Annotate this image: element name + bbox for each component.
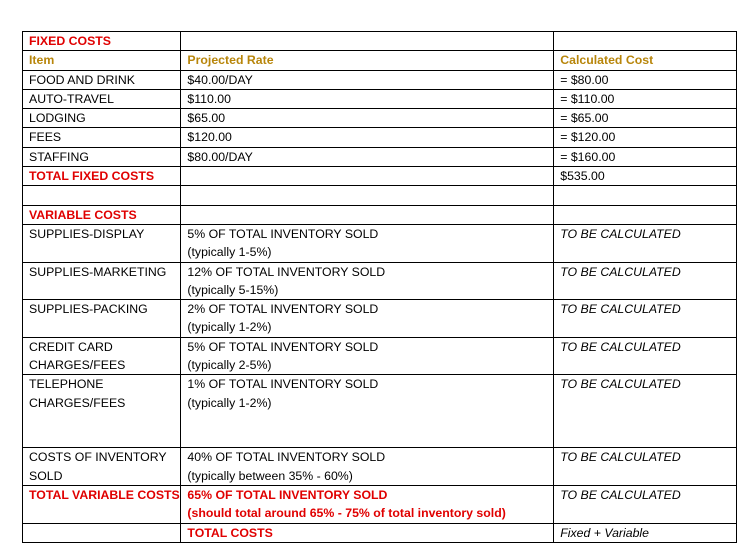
total-variable-rate: [181, 485, 554, 523]
rate-cell: $65.00: [181, 109, 554, 128]
item-line: CHARGES/FEES: [29, 395, 126, 410]
rate-cell: $120.00: [181, 128, 554, 147]
item-line: CREDIT CARD: [29, 339, 113, 354]
table-row: [23, 89, 737, 108]
fixed-costs-title-row: [23, 32, 737, 51]
rate-text: 1% OF TOTAL INVENTORY SOLD: [187, 377, 379, 392]
item-cell: AUTO-TRAVEL: [23, 89, 181, 108]
empty-cell: [181, 186, 554, 205]
rate-cell: $80.00/DAY: [181, 147, 554, 166]
rate-cell: [181, 300, 554, 338]
total-variable-cost: TO BE CALCULATED: [554, 485, 737, 523]
cost-cell: TO BE CALCULATED: [554, 262, 737, 300]
cost-cell: = $120.00: [554, 128, 737, 147]
header-projected-rate: Projected Rate: [181, 51, 554, 70]
table-row: [23, 147, 737, 166]
rate-text: 40% OF TOTAL INVENTORY SOLD: [187, 450, 386, 465]
rate-cell: [181, 448, 554, 486]
empty-cell: [181, 205, 554, 224]
empty-cell: [181, 32, 554, 51]
header-row: [23, 51, 737, 70]
rate-text: 5% OF TOTAL INVENTORY SOLD: [187, 226, 379, 241]
table-row: [23, 337, 737, 375]
rate-text: 2% OF TOTAL INVENTORY SOLD: [187, 302, 379, 317]
item-cell: FEES: [23, 128, 181, 147]
item-cell: LODGING: [23, 109, 181, 128]
rate-note: (typically 5-15%): [187, 282, 279, 297]
spacer-row: [23, 186, 737, 205]
item-cell: FOOD AND DRINK: [23, 70, 181, 89]
rate-cell: [181, 375, 554, 448]
cost-cell: = $110.00: [554, 89, 737, 108]
rate-note: (typically between 35% - 60%): [187, 468, 353, 483]
rate-cell: $110.00: [181, 89, 554, 108]
total-fixed-row: [23, 167, 737, 186]
total-fixed-value: $535.00: [554, 167, 737, 186]
total-fixed-label: TOTAL FIXED COSTS: [23, 167, 181, 186]
grand-total-row: [23, 523, 737, 542]
empty-cell: [554, 32, 737, 51]
cost-cell: = $80.00: [554, 70, 737, 89]
rate-cell: [181, 337, 554, 375]
empty-cell: [23, 186, 181, 205]
cost-cell: TO BE CALCULATED: [554, 375, 737, 448]
item-cell: [23, 448, 181, 486]
total-variable-note: (should total around 65% - 75% of total inventory sold): [187, 506, 506, 521]
rate-text: 12% OF TOTAL INVENTORY SOLD: [187, 264, 386, 279]
cost-table: [22, 31, 737, 543]
rate-cell: [181, 262, 554, 300]
item-line: CHARGES/FEES: [29, 358, 126, 373]
item-cell: SUPPLIES-MARKETING: [23, 262, 181, 300]
rate-cell: $40.00/DAY: [181, 70, 554, 89]
grand-total-value: Fixed + Variable: [554, 523, 737, 542]
item-cell: [23, 375, 181, 448]
table-row: [23, 224, 737, 262]
total-variable-rate-text: 65% OF TOTAL INVENTORY SOLD: [187, 487, 388, 502]
table-row: [23, 109, 737, 128]
rate-text: 5% OF TOTAL INVENTORY SOLD: [187, 339, 379, 354]
grand-total-label: TOTAL COSTS: [181, 523, 554, 542]
table-row: [23, 300, 737, 338]
table-row: [23, 375, 737, 448]
cost-cell: = $65.00: [554, 109, 737, 128]
variable-costs-title: VARIABLE COSTS: [23, 205, 181, 224]
table-row: [23, 262, 737, 300]
header-calculated-cost: Calculated Cost: [554, 51, 737, 70]
table-row: [23, 128, 737, 147]
total-variable-label: TOTAL VARIABLE COSTS: [23, 485, 181, 523]
total-variable-row: [23, 485, 737, 523]
empty-cell: [554, 205, 737, 224]
empty-cell: [181, 167, 554, 186]
fixed-costs-title: FIXED COSTS: [23, 32, 181, 51]
item-cell: SUPPLIES-DISPLAY: [23, 224, 181, 262]
empty-cell: [554, 186, 737, 205]
empty-cell: [23, 523, 181, 542]
cost-cell: TO BE CALCULATED: [554, 224, 737, 262]
item-cell: STAFFING: [23, 147, 181, 166]
item-line: COSTS OF INVENTORY: [29, 450, 167, 465]
rate-note: (typically 1-2%): [187, 320, 272, 335]
rate-note: (typically 2-5%): [187, 358, 272, 373]
rate-cell: [181, 224, 554, 262]
table-row: [23, 70, 737, 89]
cost-cell: = $160.00: [554, 147, 737, 166]
item-cell: SUPPLIES-PACKING: [23, 300, 181, 338]
item-line: TELEPHONE: [29, 377, 104, 392]
cost-cell: TO BE CALCULATED: [554, 448, 737, 486]
item-cell: [23, 337, 181, 375]
header-item: Item: [23, 51, 181, 70]
item-line: SOLD: [29, 468, 63, 483]
table-row: [23, 448, 737, 486]
cost-cell: TO BE CALCULATED: [554, 300, 737, 338]
rate-note: (typically 1-2%): [187, 395, 272, 410]
rate-note: (typically 1-5%): [187, 245, 272, 260]
cost-cell: TO BE CALCULATED: [554, 337, 737, 375]
variable-costs-title-row: [23, 205, 737, 224]
